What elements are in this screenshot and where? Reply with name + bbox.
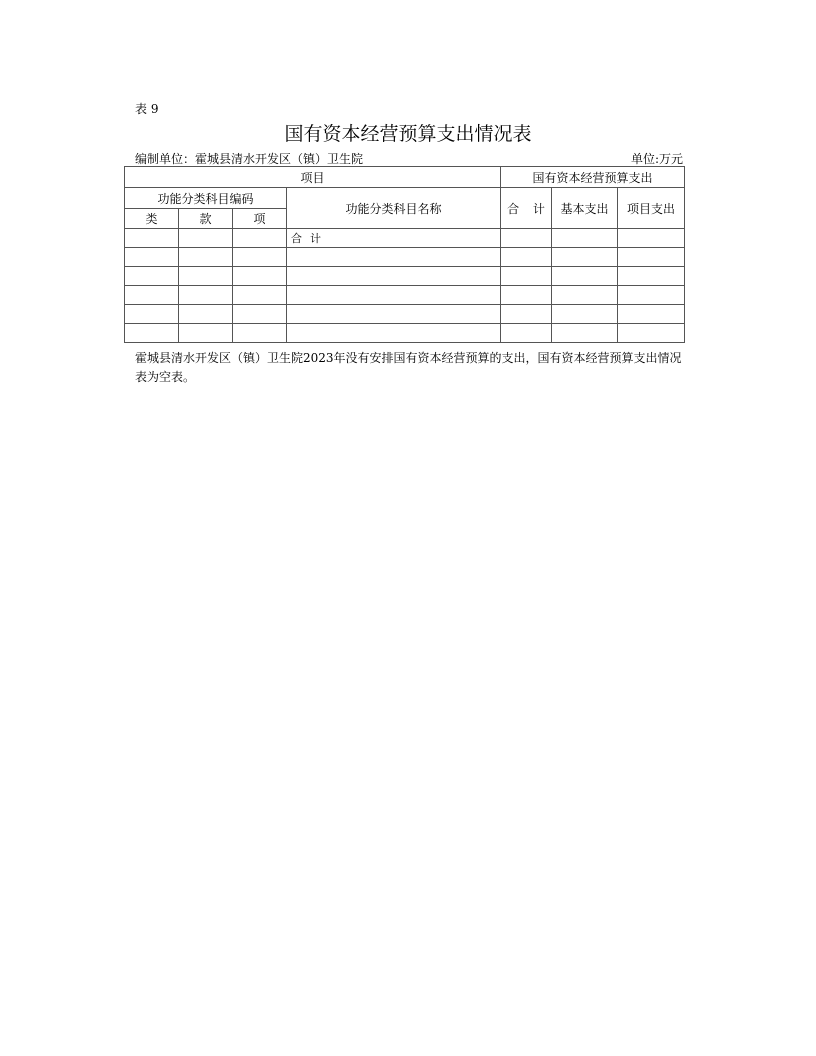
cell-project bbox=[618, 286, 685, 305]
cell-category bbox=[125, 267, 179, 286]
header-total: 合 计 bbox=[501, 188, 552, 229]
cell-name-total: 合计 bbox=[287, 229, 501, 248]
cell-total bbox=[501, 305, 552, 324]
table-row bbox=[125, 305, 685, 324]
table-row bbox=[125, 267, 685, 286]
compiling-unit: 编制单位：霍城县清水开发区（镇）卫生院 bbox=[135, 152, 364, 166]
cell-category bbox=[125, 229, 179, 248]
cell-name bbox=[287, 324, 501, 343]
header-item: 项 bbox=[233, 209, 287, 229]
cell-section bbox=[179, 248, 233, 267]
cell-basic bbox=[552, 305, 618, 324]
cell-total bbox=[501, 248, 552, 267]
currency-unit: 单位:万元 bbox=[630, 152, 683, 166]
cell-name bbox=[287, 286, 501, 305]
cell-section bbox=[179, 305, 233, 324]
cell-project bbox=[618, 248, 685, 267]
header-code: 功能分类科目编码 bbox=[125, 188, 287, 209]
header-basic: 基本支出 bbox=[552, 188, 618, 229]
cell-total bbox=[501, 267, 552, 286]
cell-section bbox=[179, 324, 233, 343]
cell-name bbox=[287, 267, 501, 286]
page-title: 国有资本经营预算支出情况表 bbox=[284, 123, 532, 145]
cell-project bbox=[618, 267, 685, 286]
cell-basic bbox=[552, 267, 618, 286]
cell-name bbox=[287, 305, 501, 324]
table-row bbox=[125, 324, 685, 343]
table-row bbox=[125, 286, 685, 305]
cell-basic bbox=[552, 286, 618, 305]
table-number: 表 9 bbox=[135, 102, 159, 116]
cell-category bbox=[125, 286, 179, 305]
cell-project bbox=[618, 229, 685, 248]
header-budget: 国有资本经营预算支出 bbox=[501, 167, 685, 188]
cell-category bbox=[125, 305, 179, 324]
cell-item bbox=[233, 267, 287, 286]
table-row bbox=[125, 248, 685, 267]
header-category: 类 bbox=[125, 209, 179, 229]
header-project: 项目 bbox=[125, 167, 501, 188]
cell-section bbox=[179, 229, 233, 248]
cell-project bbox=[618, 305, 685, 324]
cell-name bbox=[287, 248, 501, 267]
cell-basic bbox=[552, 229, 618, 248]
cell-section bbox=[179, 286, 233, 305]
cell-item bbox=[233, 286, 287, 305]
budget-expenditure-table bbox=[124, 166, 685, 343]
header-project-expense: 项目支出 bbox=[618, 188, 685, 229]
cell-category bbox=[125, 324, 179, 343]
cell-item bbox=[233, 229, 287, 248]
cell-basic bbox=[552, 324, 618, 343]
table-row bbox=[125, 229, 685, 248]
header-section: 款 bbox=[179, 209, 233, 229]
header-name: 功能分类科目名称 bbox=[287, 188, 501, 229]
cell-project bbox=[618, 324, 685, 343]
cell-total bbox=[501, 286, 552, 305]
cell-item bbox=[233, 324, 287, 343]
cell-section bbox=[179, 267, 233, 286]
cell-item bbox=[233, 305, 287, 324]
cell-total bbox=[501, 324, 552, 343]
cell-category bbox=[125, 248, 179, 267]
cell-total bbox=[501, 229, 552, 248]
footnote: 霍城县清水开发区（镇）卫生院2023年没有安排国有资本经营预算的支出，国有资本经营预算支出情况表为空表。 bbox=[135, 351, 682, 384]
cell-basic bbox=[552, 248, 618, 267]
cell-item bbox=[233, 248, 287, 267]
